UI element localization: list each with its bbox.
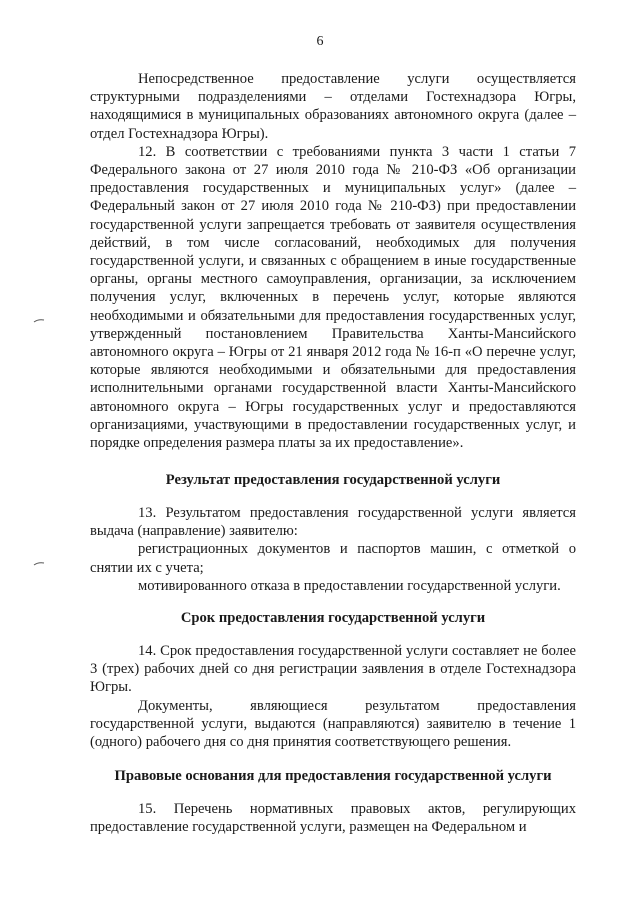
- paragraph-15: 15. Перечень нормативных правовых актов, регулирующих предоставление государственной услуги, размещен на Федеральном и: [90, 801, 576, 836]
- paragraph-13-item-1: регистрационных документов и паспортов машин, с отметкой о снятии их с учета;: [90, 541, 576, 576]
- margin-mark-1: [33, 318, 45, 323]
- paragraph-12: 12. В соответствии с требованиями пункта 3 части 1 статьи 7 Федерального закона от 27 июля 2010 года № 210-ФЗ «Об организации предоставления государственных и муниципальных услуг» (далее – Федеральный закон от 27 июля 2010 года № 210-ФЗ) при предоставлении государственной услуги запрещается требовать от заявителя осуществления действий, в том числе согласований, необходимых для получения государственной услуги, и связанных с обращением в иные государственные органы, органы местного самоуправления, организации, за исключением получения услуг, включенных в перечень услуг, которые являются необходимыми и обязательными для предоставления государственных услуг, утвержденный постановлением Правительства Ханты-Мансийского автономного округа – Югры от 21 января 2012 года № 16-п «О перечне услуг, которые являются необходимыми и обязательными для предоставления исполнительными органами государственной власти Ханты-Мансийского автономного округа – Югры государственных услуг и предоставляются организациями, участвующими в предоставлении государственных услуг, и порядке определения размера платы за их предоставление».: [90, 143, 576, 452]
- term-text-block: [90, 642, 576, 751]
- heading-result: Результат предоставления государственной услуги: [165, 472, 501, 488]
- heading-term: Срок предоставления государственной услуги: [180, 610, 486, 626]
- paragraph-13-item-2: мотивированного отказа в предоставлении государственной услуги.: [138, 577, 561, 594]
- paragraph-13: 13. Результатом предоставления государственной услуги является выдача (направление) заявителю:: [90, 505, 576, 540]
- paragraph-14-documents: Документы, являющиеся результатом предоставления государственной услуги, выдаются (направляются) заявителю в течение 1 (одного) рабочего дня со дня принятия соответствующего решения.: [90, 697, 576, 751]
- page-number: 6: [316, 34, 324, 49]
- legal-text-block: [90, 800, 576, 836]
- paragraph-14: 14. Срок предоставления государственной услуги составляет не более 3 (трех) рабочих дней со дня регистрации заявления в отделе Гостехнадзора Югры.: [90, 643, 576, 696]
- margin-mark-2: [33, 561, 45, 566]
- paragraph-direct-provision: Непосредственное предоставление услуги осуществляется структурными подразделениями – отделами Гостехнадзора Югры, находящимися в муниципальных образованиях автономного округа (далее – отдел Гостехнадзора Югры).: [90, 71, 576, 142]
- heading-legal: Правовые основания для предоставления государственной услуги: [114, 768, 552, 784]
- intro-text-block: [90, 70, 576, 452]
- result-text-block: [90, 504, 576, 595]
